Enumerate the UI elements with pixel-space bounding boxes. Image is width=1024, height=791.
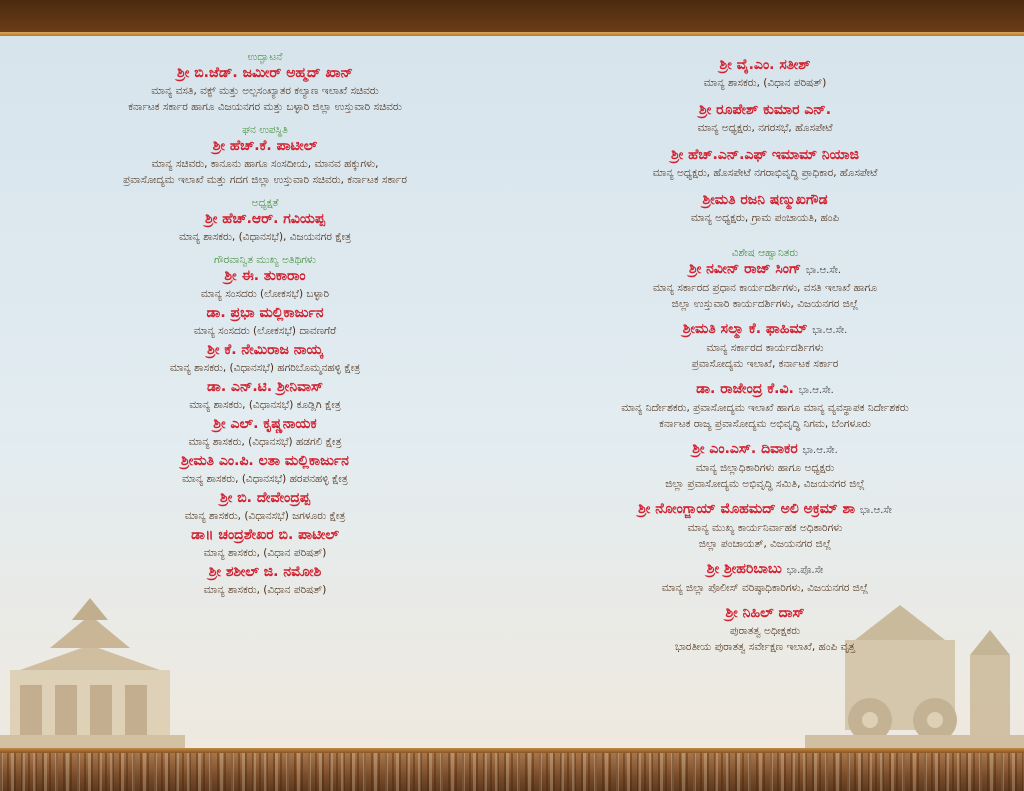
service-suffix: ಭಾ.ಆ.ಸೇ.: [805, 265, 842, 276]
guest-entry: [560, 191, 970, 226]
guest-designation: ಮಾನ್ಯ ಮುಖ್ಯ ಕಾರ್ಯನಿರ್ವಾಹಕ ಅಧಿಕಾರಿಗಳು: [687, 522, 843, 534]
guest-entry: [60, 452, 470, 487]
guest-designation: ಮಾನ್ಯ ಶಾಸಕರು, (ವಿಧಾನಸಭೆ) ಹಗರಿಬೊಮ್ಮನಹಳ್ಳಿ ಕ್ಷೇತ್ರ: [169, 362, 361, 374]
guest-name: [60, 341, 470, 360]
service-suffix: ಭಾ.ಆ.ಸೇ: [859, 505, 892, 516]
guest-name: [560, 146, 970, 165]
guest-name: [560, 560, 970, 580]
guest-designation: ಜಿಲ್ಲಾ ಪ್ರವಾಸೋದ್ಯಮ ಅಭಿವೃದ್ಧಿ ಸಮಿತಿ, ವಿಜಯನಗರ ಜಿಲ್ಲೆ: [665, 478, 865, 490]
guest-name: [560, 56, 970, 75]
guest-name: [60, 304, 470, 323]
guest-entry: [60, 563, 470, 598]
service-suffix: ಭಾ.ಆ.ಸೇ.: [798, 385, 834, 396]
guest-name: [560, 101, 970, 120]
guest-designation: ಮಾನ್ಯ ಜಿಲ್ಲಾ ಪೊಲೀಸ್ ವರಿಷ್ಠಾಧಿಕಾರಿಗಳು, ವಿಜಯನಗರ ಜಿಲ್ಲೆ: [661, 582, 869, 594]
guest-name-text: ಶ್ರೀ ಶಶೀಲ್ ಜಿ. ನಮೋಶಿ: [208, 564, 322, 580]
guest-name-text: ಶ್ರೀಮತಿ ರಜನಿ ಷಣ್ಮುಖಗೌಡ: [702, 192, 828, 208]
guest-designation: ಪುರಾತತ್ವ ಅಧೀಕ್ಷಕರು: [729, 625, 801, 637]
guest-entry: [560, 56, 970, 91]
guest-name-text: ಶ್ರೀ ಹೆಚ್.ಆರ್. ಗವಿಯಪ್ಪ: [205, 211, 325, 227]
section-heading: ಗೌರವಾನ್ವಿತ ಮುಖ್ಯ ಅತಿಥಿಗಳು: [214, 254, 316, 266]
guest-name-text: ಶ್ರೀ ಬಿ.ಜೆಡ್. ಜಮೀರ್ ಅಹ್ಮದ್ ಖಾನ್: [177, 65, 353, 81]
guest-entry: [60, 196, 470, 245]
guest-entry: [60, 50, 470, 115]
guest-entry: [560, 101, 970, 136]
guest-designation: ಮಾನ್ಯ ಶಾಸಕರು, (ವಿಧಾನ ಪರಿಷತ್): [703, 77, 827, 89]
guest-name: [60, 267, 470, 286]
guest-entry: [560, 146, 970, 181]
guest-name-text: ಶ್ರೀ ಈ. ತುಕಾರಾಂ: [224, 268, 306, 284]
guest-name-text: ಡಾ. ರಾಜೇಂದ್ರ ಕೆ.ವಿ.: [696, 381, 794, 397]
guest-name-text: ಶ್ರೀ ನಿಹಿಲ್ ದಾಸ್: [725, 605, 805, 621]
guest-name-text: ಶ್ರೀ ಹೆಚ್.ಕೆ. ಪಾಟೀಲ್: [212, 138, 318, 154]
guest-name-text: ಶ್ರೀ ವೈ.ಎಂ. ಸತೀಶ್: [719, 57, 811, 73]
guest-name-text: ಶ್ರೀ ಎಲ್. ಕೃಷ್ಣನಾಯಕ: [213, 416, 317, 432]
guest-entry: [60, 415, 470, 450]
guest-designation: ಮಾನ್ಯ ಶಾಸಕರು, (ವಿಧಾನ ಪರಿಷತ್): [203, 547, 327, 559]
guest-designation: ಮಾನ್ಯ ಸಂಸದರು (ಲೋಕಸಭೆ) ಬಳ್ಳಾರಿ: [200, 288, 330, 300]
guest-designation: ಮಾನ್ಯ ಅಧ್ಯಕ್ಷರು, ನಗರಸಭೆ, ಹೊಸಪೇಟೆ: [697, 122, 833, 134]
guest-designation: ಮಾನ್ಯ ವಸತಿ, ವಕ್ಫ್ ಮತ್ತು ಅಲ್ಪಸಂಖ್ಯಾತರ ಕಲ್ಯಾಣ ಇಲಾಖೆ ಸಚಿವರು: [151, 85, 379, 97]
guest-designation: ಮಾನ್ಯ ನಿರ್ದೇಶಕರು, ಪ್ರವಾಸೋದ್ಯಮ ಇಲಾಖೆ ಹಾಗೂ ಮಾನ್ಯ ವ್ಯವಸ್ಥಾಪಕ ನಿರ್ದೇಶಕರು: [621, 402, 909, 414]
guest-designation: ಮಾನ್ಯ ಶಾಸಕರು, (ವಿಧಾನ ಪರಿಷತ್): [203, 584, 327, 596]
guest-entry: [560, 320, 970, 372]
guest-entry: [60, 253, 470, 302]
guest-entry: [560, 500, 970, 552]
guest-name-text: ಡಾ॥ ಚಂದ್ರಶೇಖರ ಬಿ. ಪಾಟೀಲ್: [191, 527, 339, 543]
guest-entry: [560, 246, 970, 312]
guest-entry: [560, 560, 970, 596]
guest-name: [60, 64, 470, 83]
guest-entry: [60, 304, 470, 339]
guest-name-text: ಶ್ರೀ ಕೆ. ನೇಮಿರಾಜ ನಾಯ್ಕ: [207, 342, 323, 358]
guest-name: [560, 260, 970, 280]
guest-name-text: ಶ್ರೀ ನವೀನ್ ರಾಜ್ ಸಿಂಗ್: [688, 261, 802, 277]
guest-designation: ಜಿಲ್ಲಾ ಪಂಚಾಯತ್, ವಿಜಯನಗರ ಜಿಲ್ಲೆ: [698, 538, 832, 550]
service-suffix: ಭಾ.ಆ.ಸೇ.: [812, 325, 848, 336]
guest-designation: ಭಾರತೀಯ ಪುರಾತತ್ವ ಸರ್ವೇಕ್ಷಣ ಇಲಾಖೆ, ಹಂಪಿ ವೃತ್ತ: [675, 641, 855, 653]
guest-entry: [60, 526, 470, 561]
lotus-mahal-illustration: [0, 590, 185, 748]
guest-name-text: ಡಾ. ಎನ್.ಟಿ. ಶ್ರೀನಿವಾಸ್: [206, 379, 324, 395]
guest-name-text: ಶ್ರೀ ಹೆಚ್.ಎನ್.ಎಫ್ ಇಮಾಮ್ ನಿಯಾಜಿ: [670, 147, 860, 163]
guest-name: [560, 604, 970, 623]
guest-entry: [560, 440, 970, 492]
guest-designation: ಮಾನ್ಯ ಸರ್ಕಾರದ ಕಾರ್ಯದರ್ಶಿಗಳು: [706, 342, 824, 354]
stone-frieze-border: [0, 753, 1024, 791]
guest-name-text: ಶ್ರೀಮತಿ ಎಂ.ಪಿ. ಲತಾ ಮಲ್ಲಿಕಾರ್ಜುನ: [181, 453, 349, 469]
section-heading: ಘನ ಉಪಸ್ಥಿತಿ: [242, 124, 288, 136]
guest-designation: ಪ್ರವಾಸೋದ್ಯಮ ಇಲಾಖೆ, ಕರ್ನಾಟಕ ಸರ್ಕಾರ: [691, 358, 839, 370]
left-guest-column: [60, 36, 470, 598]
guest-name-text: ಶ್ರೀ ಬಿ. ದೇವೇಂದ್ರಪ್ಪ: [220, 490, 310, 506]
guest-name: [60, 415, 470, 434]
guest-designation: ಮಾನ್ಯ ಶಾಸಕರು, (ವಿಧಾನಸಭೆ) ಕೂಡ್ಲಿಗಿ ಕ್ಷೇತ್ರ: [189, 399, 341, 411]
guest-designation: ಮಾನ್ಯ ಜಿಲ್ಲಾಧಿಕಾರಿಗಳು ಹಾಗೂ ಅಧ್ಯಕ್ಷರು: [695, 462, 835, 474]
guest-name: [60, 489, 470, 508]
guest-designation: ಪ್ರವಾಸೋದ್ಯಮ ಇಲಾಖೆ ಮತ್ತು ಗದಗ ಜಿಲ್ಲಾ ಉಸ್ತುವಾರಿ ಸಚಿವರು, ಕರ್ನಾಟಕ ಸರ್ಕಾರ: [123, 174, 407, 186]
guest-name: [60, 210, 470, 229]
guest-designation: ಮಾನ್ಯ ಸರ್ಕಾರದ ಪ್ರಧಾನ ಕಾರ್ಯದರ್ಶಿಗಳು, ವಸತಿ ಇಲಾಖೆ ಹಾಗೂ: [652, 282, 878, 294]
guest-entry: [60, 341, 470, 376]
section-heading: ಉದ್ಘಾಟನೆ: [247, 51, 283, 63]
guest-entry: [560, 380, 970, 432]
section-heading: ಅಧ್ಯಕ್ಷತೆ: [251, 197, 279, 209]
guest-designation: ಮಾನ್ಯ ಸಚಿವರು, ಕಾನೂನು ಹಾಗೂ ಸಂಸದೀಯ, ಮಾನವ ಹಕ್ಕುಗಳು,: [151, 158, 379, 170]
service-suffix: ಭಾ.ಪೊ.ಸೇ: [786, 565, 824, 576]
guest-name: [60, 526, 470, 545]
guest-designation: ಮಾನ್ಯ ಶಾಸಕರು, (ವಿಧಾನಸಭೆ) ಹಡಗಲಿ ಕ್ಷೇತ್ರ: [188, 436, 342, 448]
guest-designation: ಜಿಲ್ಲಾ ಉಸ್ತುವಾರಿ ಕಾರ್ಯದರ್ಶಿಗಳು, ವಿಜಯನಗರ ಜಿಲ್ಲೆ: [671, 298, 859, 310]
guest-designation: ಕರ್ನಾಟಕ ಸರ್ಕಾರ ಹಾಗೂ ವಿಜಯನಗರ ಮತ್ತು ಬಳ್ಳಾರಿ ಜಿಲ್ಲಾ ಉಸ್ತುವಾರಿ ಸಚಿವರು: [128, 101, 402, 113]
guest-designation: ಮಾನ್ಯ ಸಂಸದರು (ಲೋಕಸಭೆ) ದಾವಣಗೆರೆ: [193, 325, 337, 337]
guest-name: [560, 191, 970, 210]
guest-designation: ಮಾನ್ಯ ಅಧ್ಯಕ್ಷರು, ಗ್ರಾಮ ಪಂಚಾಯತಿ, ಹಂಪಿ: [690, 212, 840, 224]
guest-name-text: ಶ್ರೀ ರೂಪೇಶ್ ಕುಮಾರ ಎನ್.: [698, 102, 832, 118]
section-heading: ವಿಶೇಷ ಆಹ್ವಾನಿತರು: [731, 247, 799, 259]
guest-name: [560, 380, 970, 400]
guest-name: [560, 500, 970, 520]
guest-name-text: ಶ್ರೀಮತಿ ಸಲ್ಮಾ ಕೆ. ಫಾಹಿಮ್: [682, 321, 808, 337]
guest-name: [60, 452, 470, 471]
guest-designation: ಮಾನ್ಯ ಶಾಸಕರು, (ವಿಧಾನಸಭೆ) ಜಗಳೂರು ಕ್ಷೇತ್ರ: [184, 510, 346, 522]
guest-entry: [60, 123, 470, 188]
guest-name-text: ಶ್ರೀ ಎಂ.ಎಸ್. ದಿವಾಕರ: [692, 441, 798, 457]
guest-entry: [560, 604, 970, 655]
right-guest-column: [560, 36, 970, 655]
guest-name: [60, 563, 470, 582]
guest-name-text: ಶ್ರೀ ನೋಂಗ್ಜಾಯ್ ಮೊಹಮದ್ ಅಲಿ ಅಕ್ರಮ್ ಶಾ: [638, 501, 856, 517]
guest-name: [560, 320, 970, 340]
guest-name: [60, 137, 470, 156]
guest-designation: ಮಾನ್ಯ ಶಾಸಕರು, (ವಿಧಾನಸಭೆ), ವಿಜಯನಗರ ಕ್ಷೇತ್ರ: [178, 231, 352, 243]
guest-name-text: ಡಾ. ಪ್ರಭಾ ಮಲ್ಲಿಕಾರ್ಜುನ: [206, 305, 324, 321]
guest-name-text: ಶ್ರೀ ಶ್ರೀಹರಿಬಾಬು: [706, 561, 782, 577]
guest-name: [60, 378, 470, 397]
guest-designation: ಮಾನ್ಯ ಅಧ್ಯಕ್ಷರು, ಹೊಸಪೇಟೆ ನಗರಾಭಿವೃದ್ಧಿ ಪ್ರಾಧಿಕಾರ, ಹೊಸಪೇಟೆ: [652, 167, 878, 179]
service-suffix: ಭಾ.ಆ.ಸೇ.: [802, 445, 838, 456]
guest-name: [560, 440, 970, 460]
guest-entry: [60, 489, 470, 524]
guest-designation: ಮಾನ್ಯ ಶಾಸಕರು, (ವಿಧಾನಸಭೆ) ಹರಪನಹಳ್ಳಿ ಕ್ಷೇತ್ರ: [182, 473, 348, 485]
guest-entry: [60, 378, 470, 413]
top-border-band: [0, 0, 1024, 32]
guest-designation: ಕರ್ನಾಟಕ ರಾಜ್ಯ ಪ್ರವಾಸೋದ್ಯಮ ಅಭಿವೃದ್ಧಿ ನಿಗಮ, ಬೆಂಗಳೂರು: [659, 418, 871, 430]
